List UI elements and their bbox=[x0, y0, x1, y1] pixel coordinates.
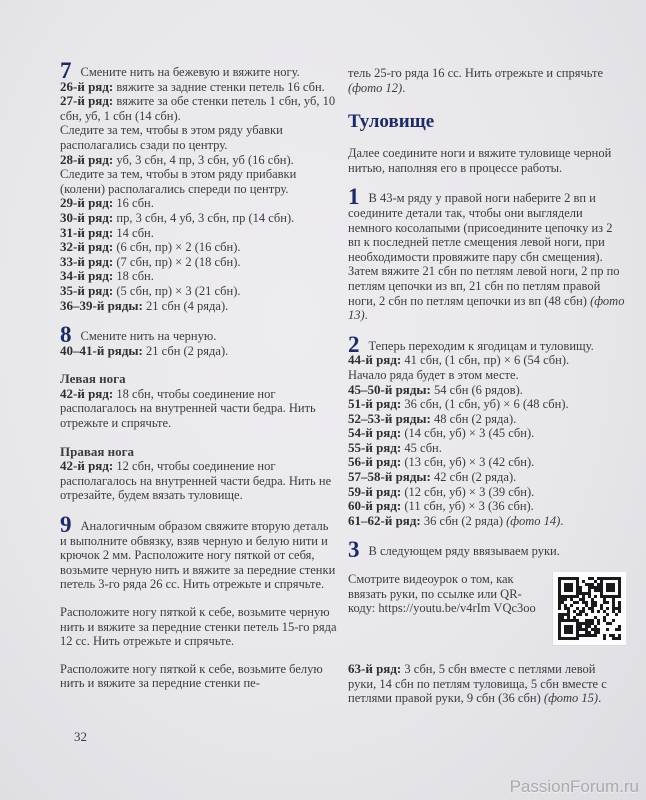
row-label: 26-й ряд: bbox=[60, 78, 114, 94]
step-paragraph bbox=[348, 537, 626, 563]
step-number: 7 bbox=[60, 58, 72, 83]
row-text: 21 сбн (4 ряда). bbox=[146, 298, 229, 313]
step-text: Смените нить на бежевую и вяжите ногу. bbox=[80, 65, 300, 79]
row-text: 18 сбн, чтобы соединение ног располагалось на внутренней части бедра. Нить отрежьте и спрячьте. bbox=[60, 386, 316, 431]
pattern-row bbox=[60, 299, 338, 314]
row-label: 52–53-й ряды: bbox=[348, 410, 431, 426]
row-text: (7 сбн, пр) × 2 (18 сбн). bbox=[116, 254, 241, 269]
pattern-row bbox=[348, 485, 626, 500]
paragraph-text: Смотрите видеоурок о том, как ввязать руки, по ссылке или QR-коду: bbox=[348, 572, 522, 616]
row-label: 40–41-й ряды: bbox=[60, 342, 143, 358]
row-text: 21 сбн (2 ряда). bbox=[146, 343, 229, 358]
row-text: 36 сбн, (1 сбн, уб) × 6 (48 сбн). bbox=[404, 397, 569, 412]
step-paragraph bbox=[60, 322, 338, 348]
paragraph-text: Расположите ногу пяткой к себе, возьмите белую нить и вяжите за передние стенки пе- bbox=[60, 661, 323, 691]
step-number: 2 bbox=[348, 331, 360, 357]
right-column bbox=[348, 66, 626, 706]
video-tutorial-block bbox=[348, 572, 626, 649]
paragraph-text: Начало ряда будет в этом месте. bbox=[348, 367, 519, 382]
pattern-row bbox=[60, 269, 338, 284]
pattern-row bbox=[348, 412, 626, 427]
row-text: вяжите за задние стенки петель 16 сбн. bbox=[116, 79, 325, 94]
pattern-row bbox=[60, 459, 338, 503]
row-text: (5 сбн, пр) × 3 (21 сбн). bbox=[116, 283, 241, 298]
row-label: 59-й ряд: bbox=[348, 483, 402, 499]
photo-ref: (фото 15) bbox=[543, 691, 599, 706]
step-number: 1 bbox=[348, 184, 360, 210]
video-url: https://youtu.be/v4rIm VQc3oo bbox=[378, 601, 536, 616]
paragraph bbox=[348, 368, 626, 383]
paragraph bbox=[348, 66, 626, 95]
row-label: 32-й ряд: bbox=[60, 239, 114, 255]
paragraph bbox=[60, 123, 338, 152]
row-label: 27-й ряд: bbox=[60, 93, 114, 109]
row-text: (6 сбн, пр) × 2 (16 сбн). bbox=[116, 240, 241, 255]
page-number: 32 bbox=[74, 729, 87, 744]
row-text-after: . bbox=[560, 513, 564, 528]
pattern-row bbox=[60, 80, 338, 95]
paragraph bbox=[348, 146, 626, 175]
paragraph bbox=[60, 167, 338, 196]
step-paragraph bbox=[348, 331, 626, 357]
row-text: 36 сбн (2 ряда) bbox=[423, 513, 507, 528]
row-label: 33-й ряд: bbox=[60, 253, 114, 269]
row-text: (14 сбн, уб) × 3 (45 сбн). bbox=[404, 426, 535, 441]
paragraph bbox=[60, 662, 338, 691]
photo-ref: (фото 12) bbox=[348, 80, 403, 95]
row-label: 31-й ряд: bbox=[60, 224, 114, 240]
paragraph-text: Расположите ногу пяткой к себе, возьмите черную нить и вяжите за передние стенки петель 15-го ряда 12 сс. Нить отрежьте и спрячьте. bbox=[60, 605, 337, 649]
qr-code bbox=[553, 572, 626, 645]
paragraph-text: Затем вяжите 21 сбн по петлям левой ноги, 2 пр по петлям цепочки из вп, 21 сбн по петлям правой ноги, 2 сбн по петлям цепочки из вп (48 сбн) bbox=[348, 264, 620, 308]
step-text: Смените нить на черную. bbox=[80, 329, 217, 344]
row-label: 42-й ряд: bbox=[60, 385, 114, 401]
paragraph bbox=[60, 605, 338, 649]
step-paragraph bbox=[60, 58, 338, 83]
pattern-row bbox=[348, 441, 626, 456]
paragraph-text: Далее соедините ноги и вяжите туловище черной нитью, наполняя его в процессе работы. bbox=[348, 146, 612, 175]
pattern-row bbox=[348, 499, 626, 514]
pattern-row bbox=[60, 211, 338, 226]
pattern-row bbox=[60, 344, 338, 359]
photo-ref: (фото 13) bbox=[348, 293, 625, 323]
row-text: вяжите за обе стенки петель 1 сбн, уб, 10 сбн, уб, 1 сбн (14 сбн). bbox=[60, 94, 336, 123]
row-label: 55-й ряд: bbox=[348, 439, 402, 455]
row-text: 3 сбн, 5 сбн вместе с петлями левой руки, 14 сбн по петлям туловища, 5 сбн вместе с петлями правой руки, 9 сбн (36 сбн) bbox=[348, 662, 607, 706]
row-text: 16 сбн. bbox=[116, 196, 154, 211]
step-paragraph bbox=[60, 512, 338, 592]
qr-code-image bbox=[558, 577, 621, 640]
pattern-row bbox=[60, 94, 338, 123]
left-column bbox=[60, 58, 338, 691]
row-label: 61–62-й ряд: bbox=[348, 512, 421, 528]
row-text: 54 сбн (6 рядов). bbox=[434, 382, 523, 397]
row-text: пр, 3 сбн, 4 уб, 3 сбн, пр (14 сбн). bbox=[116, 210, 295, 225]
pattern-row bbox=[348, 353, 626, 368]
row-label: 30-й ряд: bbox=[60, 209, 114, 225]
subsection-heading: Левая нога bbox=[60, 371, 126, 387]
pattern-row bbox=[348, 426, 626, 441]
row-label: 34-й ряд: bbox=[60, 268, 114, 284]
step-paragraph bbox=[348, 184, 626, 264]
pattern-row bbox=[348, 455, 626, 470]
subsection-heading: Правая нога bbox=[60, 443, 135, 459]
step-text: Теперь переходим к ягодицам и туловищу. bbox=[368, 338, 594, 353]
row-label: 44-й ряд: bbox=[348, 352, 402, 368]
row-label: 54-й ряд: bbox=[348, 425, 402, 441]
row-text: 14 сбн. bbox=[116, 225, 154, 240]
step-text: В 43-м ряду у правой ноги наберите 2 вп и соедините детали так, чтобы они выглядели немного косолапыми (присоедините цепочку из 2 вп к последней петле смещения левой ноги, при необходимости провяжите пару сбн смещения). bbox=[348, 191, 613, 264]
row-label: 63-й ряд: bbox=[348, 661, 402, 677]
row-text: (13 сбн, уб) × 3 (42 сбн). bbox=[404, 455, 535, 470]
row-label: 57–58-й ряды: bbox=[348, 469, 431, 485]
paragraph-text-after: . bbox=[364, 308, 368, 323]
photo-ref: (фото 14) bbox=[506, 513, 561, 528]
pattern-row bbox=[60, 284, 338, 299]
pattern-row bbox=[60, 387, 338, 431]
paragraph-text: Следите за тем, чтобы в этом ряду прибавки (колени) располагались спереди по центру. bbox=[60, 167, 297, 196]
row-label: 35-й ряд: bbox=[60, 282, 114, 298]
row-text: уб, 3 сбн, 4 пр, 3 сбн, уб (16 сбн). bbox=[116, 152, 294, 167]
row-label: 42-й ряд: bbox=[60, 458, 114, 474]
row-label: 60-й ряд: bbox=[348, 498, 402, 514]
pattern-row bbox=[348, 470, 626, 485]
row-text: 18 сбн. bbox=[116, 269, 154, 284]
paragraph-text: тель 25-го ряда 16 сс. Нить отрежьте и спрячьте bbox=[348, 66, 604, 80]
row-label: 56-й ряд: bbox=[348, 454, 402, 470]
row-text: 12 сбн, чтобы соединение ног располагалось на внутренней части бедра. Нить не отрезайте, будем вязать туловище. bbox=[60, 459, 332, 503]
row-label: 36–39-й ряды: bbox=[60, 297, 143, 313]
row-text-after: . bbox=[598, 691, 602, 706]
step-number: 3 bbox=[348, 537, 360, 563]
paragraph bbox=[348, 264, 626, 322]
row-text: (11 сбн, уб) × 3 (36 сбн). bbox=[404, 499, 534, 514]
pattern-row bbox=[348, 662, 626, 706]
paragraph-text: Следите за тем, чтобы в этом ряду убавки располагались сзади по центру. bbox=[60, 123, 283, 152]
row-text: 42 сбн (2 ряда). bbox=[434, 470, 517, 485]
row-label: 45–50-й ряды: bbox=[348, 381, 431, 397]
pattern-row bbox=[60, 226, 338, 241]
pattern-row bbox=[348, 397, 626, 412]
pattern-row bbox=[60, 255, 338, 270]
row-text: 48 сбн (2 ряда). bbox=[434, 411, 517, 426]
step-number: 8 bbox=[60, 322, 72, 348]
pattern-row bbox=[348, 514, 626, 529]
row-text: 45 сбн. bbox=[404, 440, 442, 455]
pattern-row bbox=[60, 240, 338, 255]
row-label: 51-й ряд: bbox=[348, 396, 402, 412]
step-text: В следующем ряду ввязываем руки. bbox=[368, 544, 560, 559]
pattern-row bbox=[60, 196, 338, 211]
step-number: 9 bbox=[60, 512, 72, 538]
pattern-row bbox=[60, 153, 338, 168]
section-heading: Туловище bbox=[348, 111, 435, 133]
row-text: (12 сбн, уб) × 3 (39 сбн). bbox=[404, 484, 535, 499]
paragraph-text-after: . bbox=[402, 80, 406, 95]
row-label: 28-й ряд: bbox=[60, 151, 114, 167]
watermark: PassionForum.ru bbox=[509, 777, 639, 796]
pattern-row bbox=[348, 383, 626, 398]
step-text: Аналогичным образом свяжите вторую деталь и выполните обвязку, взяв черную и белую нити и крючок 2 мм. Расположите ногу пяткой от себя, возьмите черную нить и вяжите за передние стенки петель 3-го ряда 26 сс. Нить отрежьте и спрячьте. bbox=[60, 519, 336, 592]
row-label: 29-й ряд: bbox=[60, 195, 114, 211]
row-text: 41 сбн, (1 сбн, пр) × 6 (54 сбн). bbox=[404, 353, 570, 368]
